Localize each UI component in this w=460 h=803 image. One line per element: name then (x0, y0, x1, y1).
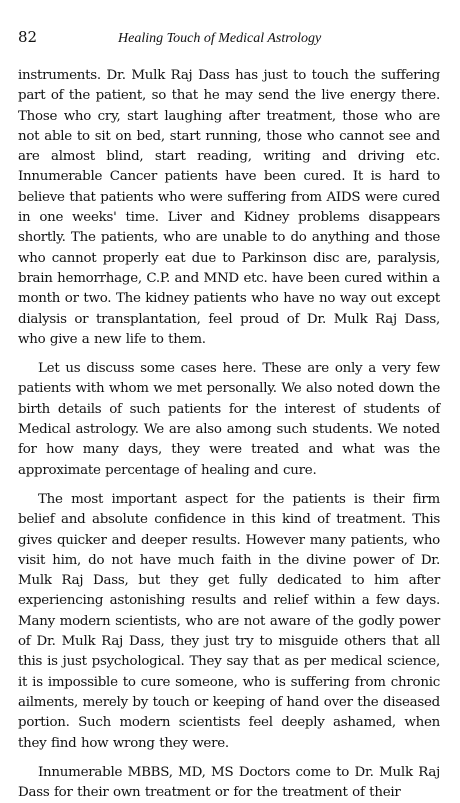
page-number: 82 (18, 28, 38, 46)
page-header (18, 28, 440, 50)
paragraph-continuation: instruments. Dr. Mulk Raj Dass has just to touch the suffering part of the patient, so that he may send the live energy there. Those who cry, start laughing after treatment, those who are not able to sit on bed, start running, those who cannot see and are almost blind, start reading, writing and driving etc. Innumerable Cancer patients have been cured. It is hard to believe that patients who were suffering from AIDS were cured in one weeks' time. Liver and Kidney problems disappears shortly. The patients, who are unable to do anything and those who cannot properly eat due to Parkinson disc are, paralysis, brain hemorrhage, C.P. and MND etc. have been cured within a month or two. The kidney patients who have no way out except dialysis or transplantation, feel proud of Dr. Mulk Raj Dass, who give a new life to them. (18, 68, 440, 347)
body-text (18, 66, 440, 803)
paragraph-cases: Let us discuss some cases here. These are only a very few patients with whom we met personally. We also noted down the birth details of such patients for the interest of students of Medical astrology. We are also among such students. We noted for how many days, they were treated and what was the approximate percentage of healing and cure. (18, 361, 440, 478)
paragraph-belief: The most important aspect for the patients is their firm belief and absolute confidence in this kind of treatment. This gives quicker and deeper results. However many patients, who visit him, do not have much faith in the divine power of Dr. Mulk Raj Dass, but they get fully dedicated to him after experiencing astonishing results and relief within a few days. Many modern scientists, who are not aware of the godly power of Dr. Mulk Raj Dass, they just try to misguide others that all this is just psychological. They say that as per medical science, it is impossible to cure someone, who is suffering from chronic ailments, merely by touch or keeping of hand over the diseased portion. Such modern scientists feel deeply ashamed, when they find how wrong they were. (18, 491, 440, 751)
paragraph-doctors: Innumerable MBBS, MD, MS Doctors come to Dr. Mulk Raj Dass for their own treatment or for the treatment of their (18, 764, 440, 801)
running-title: Healing Touch of Medical Astrology (118, 31, 322, 46)
